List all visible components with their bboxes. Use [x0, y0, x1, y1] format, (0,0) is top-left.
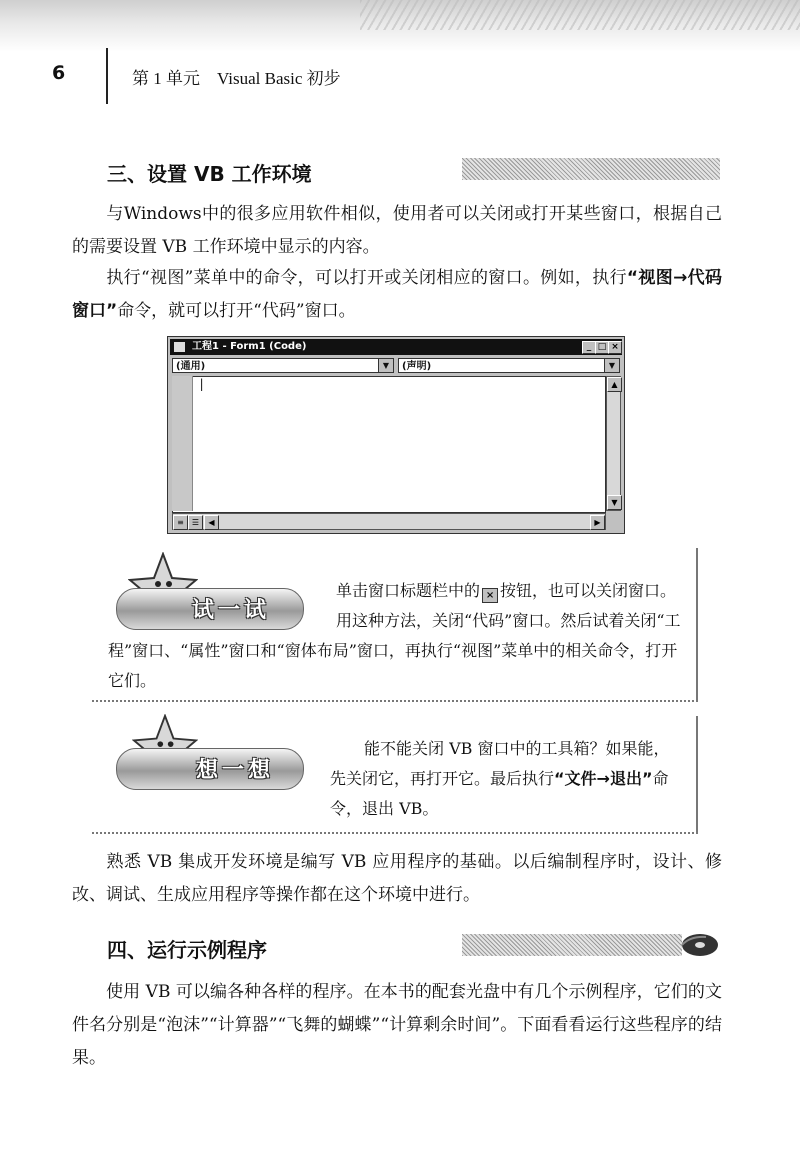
procedure-combo[interactable]	[398, 358, 620, 373]
editor-margin	[172, 376, 193, 511]
text-caret: |	[198, 377, 206, 391]
full-module-view-icon[interactable]: ☰	[188, 515, 203, 530]
section-3-heading: 三、设置 VB 工作环境	[107, 162, 312, 186]
section-4-para: 使用 VB 可以编各种各样的程序。在本书的配套光盘中有几个示例程序，它们的文件名分别是“泡沫”“计算器”“飞舞的蝴蝶”“计算剩余时间”。下面看看运行这些程序的结果。	[72, 982, 722, 1068]
section-4-heading-bar	[462, 934, 682, 956]
header-divider	[106, 48, 108, 104]
try-it-text: 单击窗口标题栏中的 × 按钮，也可以关闭窗口。用这种方法，关闭“代码”窗口。然后试着关闭“工程”窗口、“属性”窗口和“窗体布局”窗口，再执行“视图”菜单中的相关命令，打开它们。	[108, 576, 682, 696]
minimize-button[interactable]: _	[582, 341, 596, 354]
scroll-up-icon[interactable]: ▲	[607, 377, 622, 392]
object-combo-value: (通用)	[176, 361, 206, 372]
close-icon: ×	[482, 588, 498, 603]
ide-summary-para: 熟悉 VB 集成开发环境是编写 VB 应用程序的基础。以后编制程序时，设计、修改、调试、生成应用程序等操作都在这个环境中进行。	[72, 852, 722, 905]
section-4-heading: 四、运行示例程序	[107, 938, 267, 962]
cd-disc-icon	[676, 932, 720, 958]
think-text: 能不能关闭 VB 窗口中的工具箱？如果能，先关闭它，再打开它。最后执行“文件→退出”命令，退出 VB。	[330, 739, 670, 818]
page-number: 6	[52, 62, 66, 84]
scroll-right-icon[interactable]: ▶	[590, 515, 605, 530]
vertical-scrollbar[interactable]	[606, 376, 621, 511]
try-it-badge-label: 试一试	[192, 598, 271, 623]
close-button[interactable]: ×	[608, 341, 622, 354]
object-combo[interactable]	[172, 358, 394, 373]
procedure-combo-value: (声明)	[402, 361, 432, 372]
menu-path-file-exit: “文件→退出”	[554, 769, 653, 788]
section-3-para-2: 执行“视图”菜单中的命令，可以打开或关闭相应的窗口。例如，执行“视图→代码窗口”命令，就可以打开“代码”窗口。	[72, 268, 722, 321]
window-system-icon[interactable]	[174, 342, 185, 352]
horizontal-scrollbar[interactable]	[172, 513, 606, 530]
scroll-left-icon[interactable]: ◀	[204, 515, 219, 530]
code-window	[167, 336, 625, 534]
chevron-down-icon[interactable]: ▼	[378, 359, 393, 372]
code-window-titlebar[interactable]	[170, 339, 622, 355]
header-band	[0, 0, 800, 52]
procedure-view-icon[interactable]: ≡	[173, 515, 188, 530]
badge-spacer	[108, 576, 336, 636]
maximize-button[interactable]: □	[595, 341, 609, 354]
menu-path-view-code: “视图→代码窗口”	[72, 268, 722, 321]
section-3-para-1: 与Windows中的很多应用软件相似，使用者可以关闭或打开某些窗口，根据自己的需要设置 VB 工作环境中显示的内容。	[72, 204, 722, 257]
scroll-down-icon[interactable]: ▼	[607, 495, 622, 510]
chevron-down-icon[interactable]: ▼	[604, 359, 619, 372]
code-editor[interactable]	[172, 376, 606, 513]
unit-title: 第 1 单元 Visual Basic 初步	[132, 69, 341, 88]
section-3-heading-bar	[462, 158, 720, 180]
code-window-title: 工程1 - Form1 (Code)	[192, 341, 307, 352]
think-badge-label: 想一想	[196, 758, 275, 783]
